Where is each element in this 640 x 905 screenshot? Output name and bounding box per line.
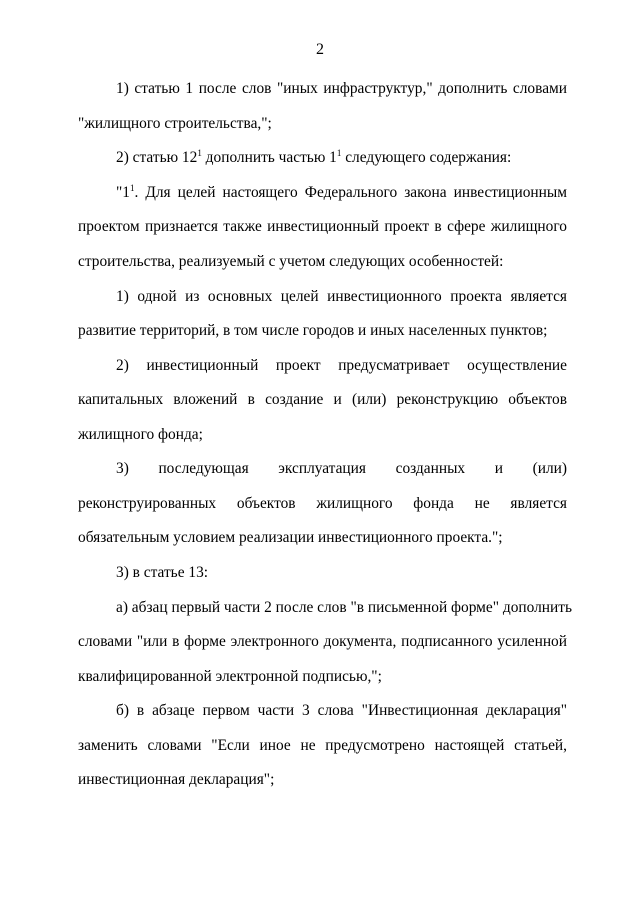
text-line-3-part: следующего содержания: bbox=[341, 149, 512, 166]
text-line-10: капитальных вложений в создание и (или) реконструкцию объектов bbox=[78, 391, 567, 408]
text-line-18: квалифицированной электронной подписью,"; bbox=[78, 668, 382, 685]
text-line-1: 1) статью 1 после слов "иных инфраструктур," дополнить словами bbox=[116, 80, 567, 97]
text-line-11: жилищного фонда; bbox=[78, 426, 203, 443]
text-line-21: инвестиционная декларация"; bbox=[78, 771, 275, 788]
text-line-7: 1) одной из основных целей инвестиционного проекта является bbox=[116, 288, 567, 305]
text-line-5: проектом признается также инвестиционный проект в сфере жилищного bbox=[78, 218, 567, 235]
text-line-9: 2) инвестиционный проект предусматривает осуществление bbox=[116, 357, 567, 374]
text-line-4 bbox=[116, 183, 567, 203]
text-line-2: "жилищного строительства,"; bbox=[78, 115, 272, 132]
text-line-19: б) в абзаце первом части 3 слова "Инвестиционная декларация" bbox=[116, 702, 567, 719]
text-line-16: а) абзац первый части 2 после слов "в письменной форме" дополнить bbox=[116, 599, 573, 616]
text-line-6: строительства, реализуемый с учетом следующих особенностей: bbox=[78, 253, 504, 270]
page-number: 2 bbox=[316, 41, 324, 58]
text-line-4-part bbox=[116, 184, 134, 201]
text-line-4-part: . Для целей настоящего Федерального закона инвестиционным bbox=[134, 184, 567, 201]
text-line-15: 3) в статье 13: bbox=[116, 564, 209, 581]
text-line-3-part: 2) статью 12 bbox=[116, 149, 198, 166]
text-line-3-part: дополнить частью 1 bbox=[201, 149, 337, 166]
text-line-14: обязательным условием реализации инвестиционного проекта."; bbox=[78, 529, 503, 546]
text-line-20: заменить словами "Если иное не предусмотрено настоящей статьей, bbox=[78, 737, 567, 754]
text-line-17: словами "или в форме электронного документа, подписанного усиленной bbox=[78, 633, 567, 650]
superscript: 1 bbox=[197, 148, 202, 158]
superscript: 1 bbox=[129, 183, 135, 193]
text-line-8: развитие территорий, в том числе городов и иных населенных пунктов; bbox=[78, 322, 548, 339]
text-line-12: 3) последующая эксплуатация созданных и (или) bbox=[116, 460, 567, 477]
superscript: 1 bbox=[336, 148, 342, 158]
text-line-13: реконструированных объектов жилищного фонда не является bbox=[78, 495, 567, 512]
text-fragment: "1 bbox=[116, 184, 130, 201]
text-line-3 bbox=[116, 148, 567, 168]
